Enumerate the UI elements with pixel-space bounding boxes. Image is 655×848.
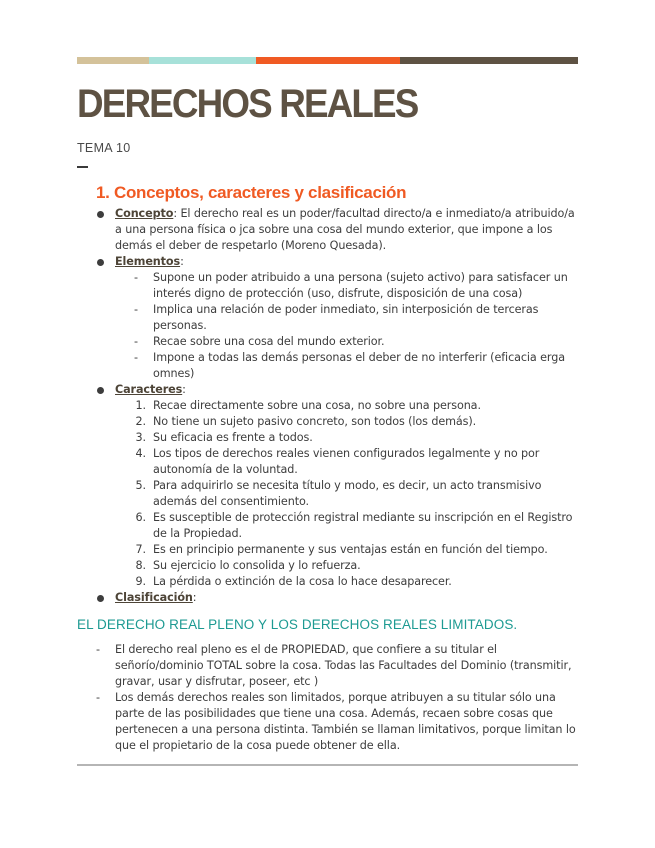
list-number: 9. [135, 575, 146, 588]
bottom-item-line: gravar, usar y disfrutar, poseer, etc ) [115, 675, 319, 688]
list-number: 7. [135, 543, 146, 556]
dash-marker: - [134, 351, 138, 364]
concepto-line: a una persona física o jca sobre una cosa del mundo exterior, que impone a los [115, 223, 553, 236]
document-subtitle: TEMA 10 [77, 141, 131, 155]
dash-marker: - [96, 643, 100, 656]
dash-marker: - [134, 335, 138, 348]
clasificacion-label: Clasificación [115, 591, 193, 604]
section-heading: 1. Conceptos, caracteres y clasificación [96, 183, 407, 202]
caracteres-heading [115, 382, 186, 398]
elementos-colon: : [180, 255, 184, 268]
elemento-item: personas. [153, 319, 207, 332]
caracter-item: No tiene un sujeto pasivo concreto, son todos (los demás). [153, 415, 477, 428]
document-title: DERECHOS REALES [77, 82, 418, 126]
bottom-item-line: parte de las posibilidades que tiene una cosa. Además, recaen sobre cosas que [115, 707, 553, 720]
caracter-item: Los tipos de derechos reales vienen configurados legalmente y no por [153, 447, 540, 460]
caracter-item: además del consentimiento. [153, 495, 309, 508]
list-number: 6. [135, 511, 146, 524]
color-bar-segment [256, 57, 400, 64]
horizontal-rule [77, 764, 578, 766]
clasificacion-heading [115, 590, 196, 606]
bullet-dot-icon [97, 595, 104, 602]
elemento-item: interés digno de protección (uso, disfrute, disposición de una cosa) [153, 287, 523, 300]
bullet-dot-icon [97, 211, 104, 218]
bullet-dot-icon [97, 259, 104, 266]
bottom-item-line: que el propietario de la cosa puede obtener de ella. [115, 739, 401, 752]
caracter-item: La pérdida o extinción de la cosa lo hace desaparecer. [153, 575, 452, 588]
dash-marker: - [134, 271, 138, 284]
bottom-item-line: pertenecen a una persona distinta. También se llaman limitativos, porque limitan lo [115, 723, 576, 736]
concepto-line: demás el deber de respetarlo (Moreno Quesada). [115, 239, 387, 252]
bullet-dot-icon [97, 387, 104, 394]
elemento-item: Supone un poder atribuido a una persona (sujeto activo) para satisfacer un [153, 271, 568, 284]
color-bar-segment [149, 57, 256, 64]
caracteres-colon: : [182, 383, 186, 396]
caracter-item: Su eficacia es frente a todos. [153, 431, 313, 444]
decorative-color-bar [77, 57, 578, 64]
subsection-heading: EL DERECHO REAL PLENO Y LOS DERECHOS REALES LIMITADOS. [77, 617, 518, 632]
list-number: 4. [135, 447, 146, 460]
elemento-item: Impone a todas las demás personas el deber de no interferir (eficacia erga [153, 351, 565, 364]
dash-marker: - [96, 691, 100, 704]
list-number: 5. [135, 479, 146, 492]
elemento-item: omnes) [153, 367, 195, 380]
elementos-label: Elementos [115, 255, 181, 268]
elementos-heading [115, 254, 184, 270]
elemento-item: Recae sobre una cosa del mundo exterior. [153, 335, 385, 348]
clasificacion-colon: : [192, 591, 197, 604]
concepto-line [115, 206, 575, 222]
caracter-item: Es susceptible de protección registral mediante su inscripción en el Registro [153, 511, 573, 524]
caracteres-label: Caracteres [115, 383, 183, 396]
elemento-item: Implica una relación de poder inmediato, sin interposición de terceras [153, 303, 539, 316]
list-number: 3. [135, 431, 146, 444]
color-bar-segment [77, 57, 149, 64]
concepto-text: : El derecho real es un poder/facultad directo/a e inmediato/a atribuido/a [173, 207, 575, 220]
concepto-label: Concepto [115, 207, 174, 220]
dash-marker: - [134, 303, 138, 316]
bottom-item-line: Los demás derechos reales son limitados, porque atribuyen a su titular sólo una [115, 691, 556, 704]
caracter-item: autonomía de la voluntad. [153, 463, 298, 476]
bottom-item-line: El derecho real pleno es el de PROPIEDAD, que confiere a su titular el [115, 643, 497, 656]
list-number: 1. [135, 399, 146, 412]
list-number: 8. [135, 559, 146, 572]
caracter-item: Para adquirirlo se necesita título y modo, es decir, un acto transmisivo [153, 479, 542, 492]
list-number: 2. [135, 415, 146, 428]
subtitle-underline [77, 166, 88, 168]
color-bar-segment [400, 57, 578, 64]
caracter-item: Su ejercicio lo consolida y lo refuerza. [153, 559, 361, 572]
caracter-item: de la Propiedad. [153, 527, 242, 540]
caracter-item: Es en principio permanente y sus ventajas están en función del tiempo. [153, 543, 548, 556]
bottom-item-line: señorío/dominio TOTAL sobre la cosa. Todas las Facultades del Dominio (transmitir, [115, 659, 572, 672]
caracter-item: Recae directamente sobre una cosa, no sobre una persona. [153, 399, 481, 412]
